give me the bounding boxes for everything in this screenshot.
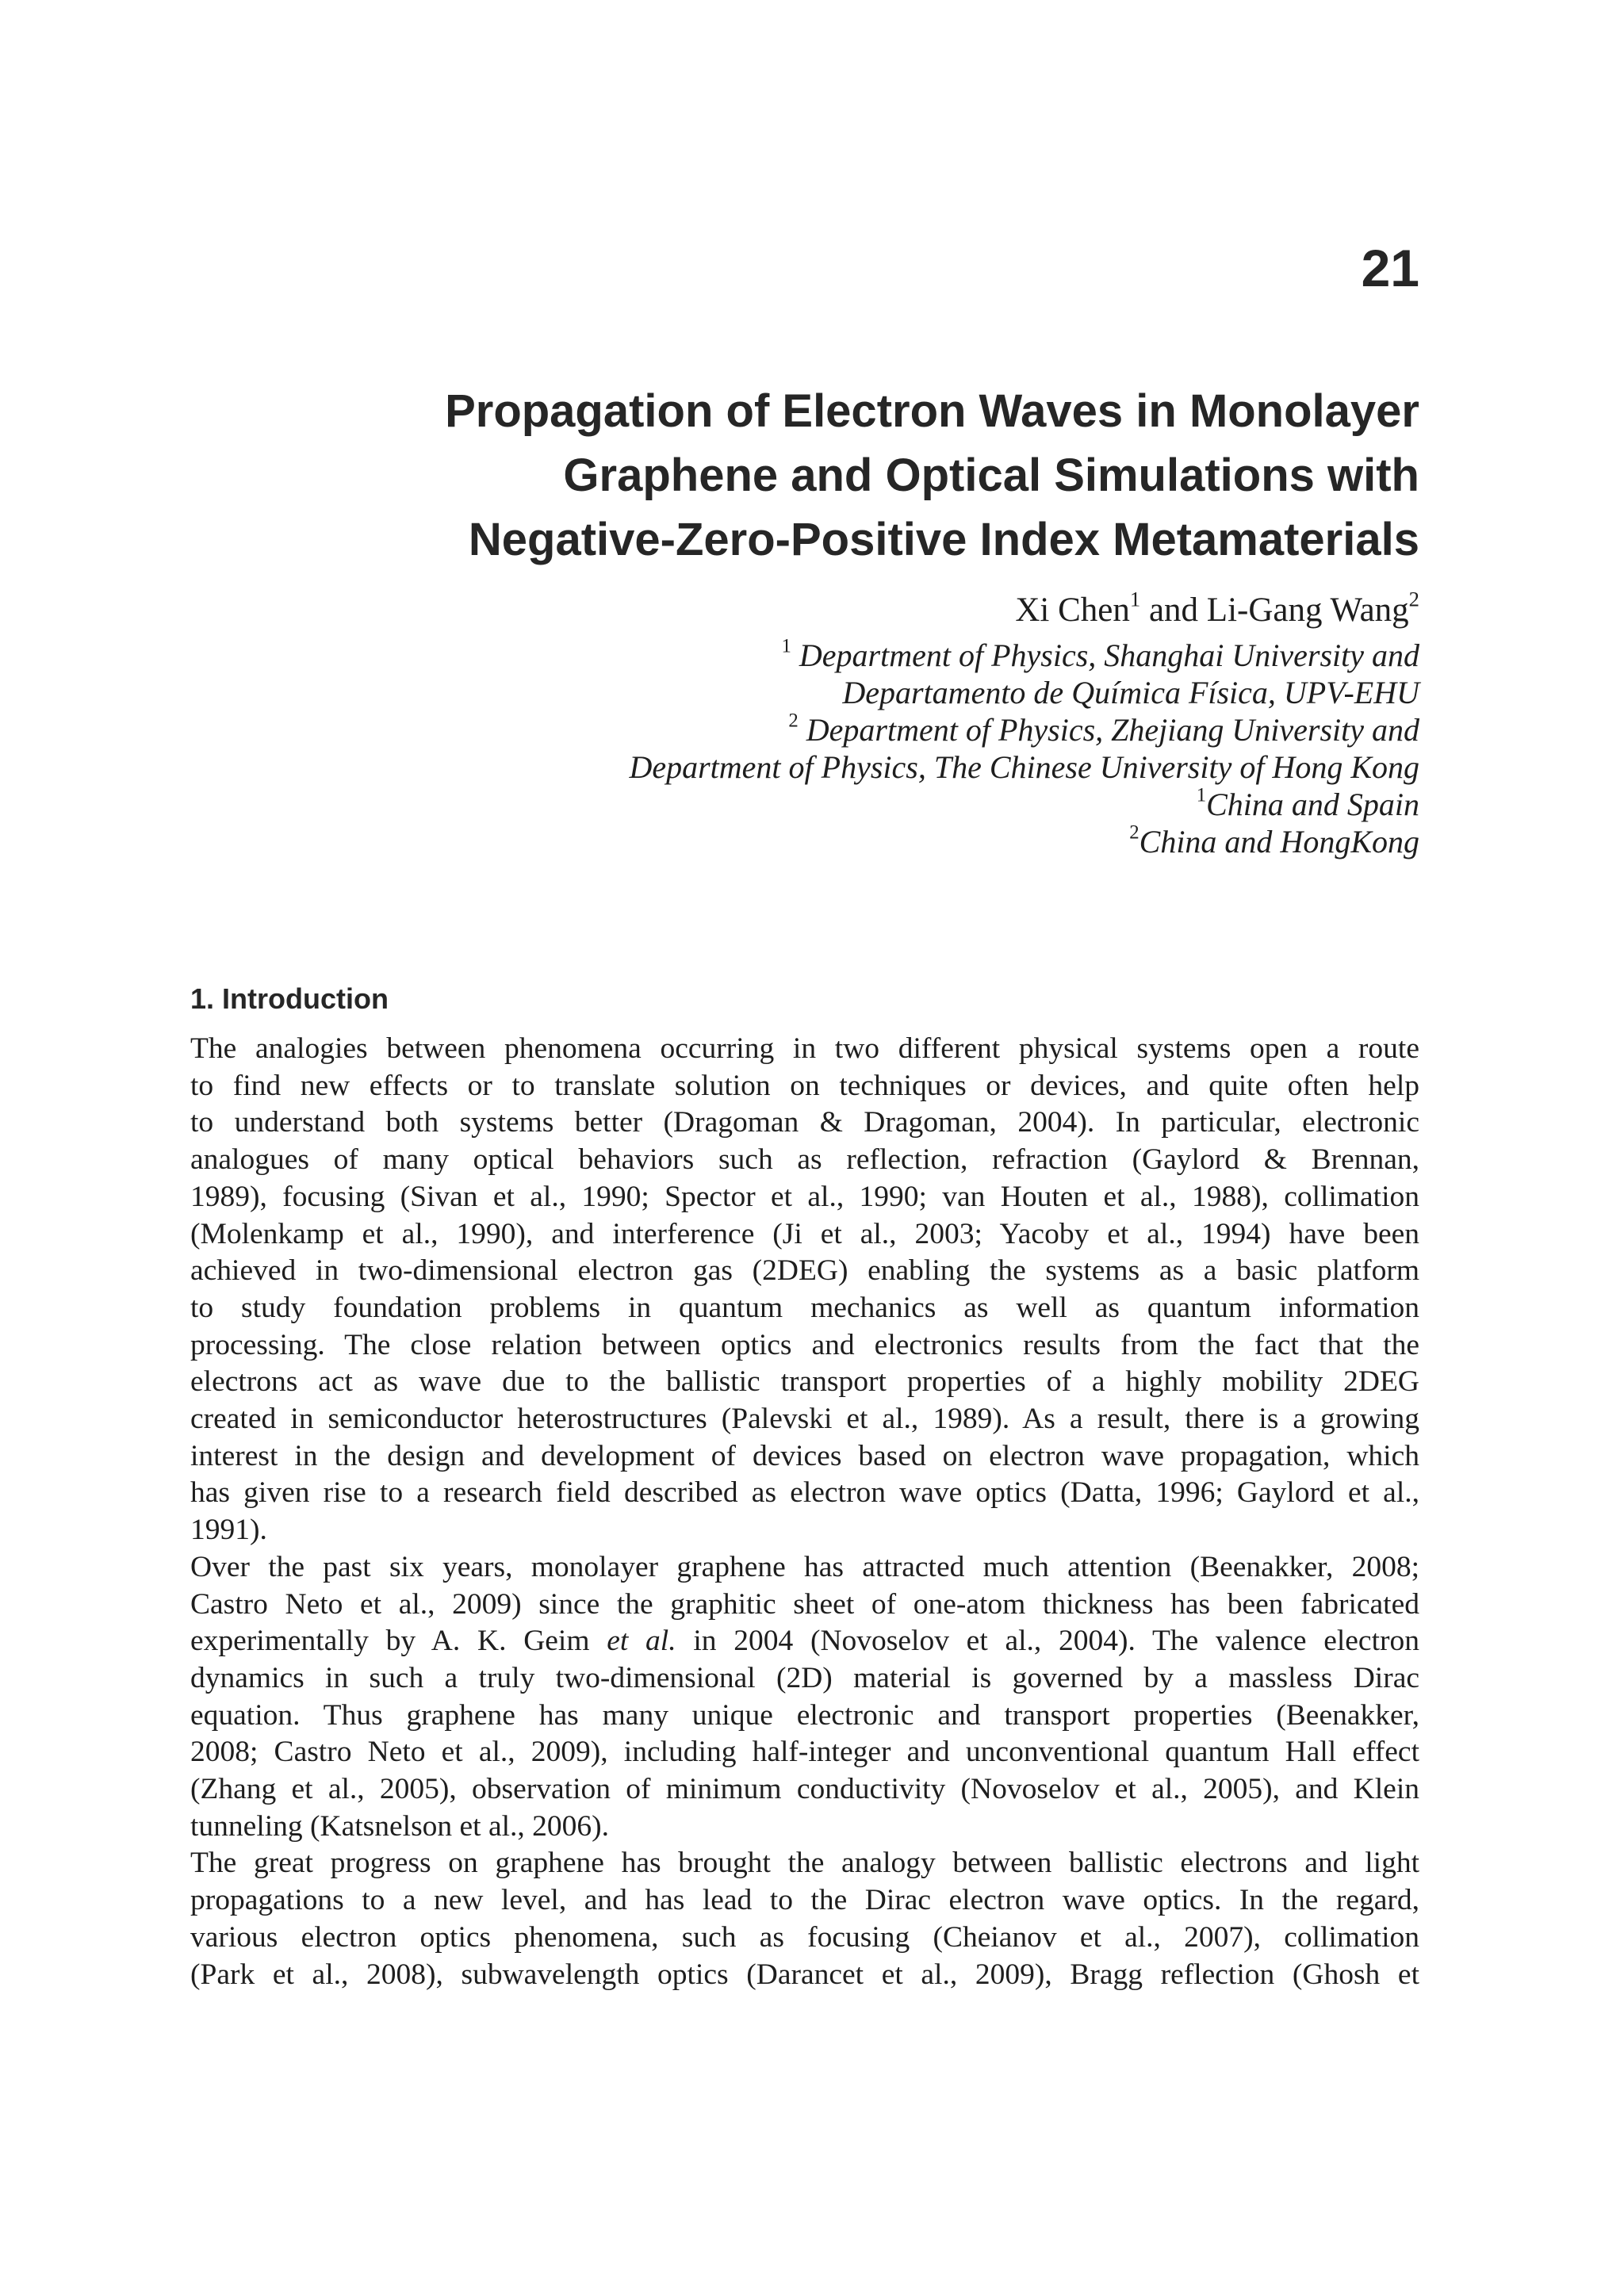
section-heading: 1. Introduction — [190, 982, 389, 1015]
body-line: achieved in two-dimensional electron gas (2DEG) enabling the systems as a basic platform — [190, 1254, 1419, 1288]
body-line: Over the past six years, monolayer graphene has attracted much attention (Beenakker, 2008; — [190, 1550, 1419, 1583]
body-line: (Molenkamp et al., 1990), and interference (Ji et al., 2003; Yacoby et al., 1994) have been — [190, 1217, 1419, 1250]
body-line: processing. The close relation between optics and electronics results from the fact that the — [190, 1328, 1419, 1361]
body-line: propagations to a new level, and has lead to the Dirac electron wave optics. In the regard, — [190, 1884, 1419, 1917]
body-line: 1991). — [190, 1514, 267, 1547]
body-line-emphasis: et al. — [607, 1625, 676, 1658]
body-line: to study foundation problems in quantum mechanics as well as quantum information — [190, 1291, 1419, 1324]
affiliation-text: Departamento de Química Física, UPV-EHU — [842, 675, 1419, 710]
body-line-segment: experimentally by A. K. Geim — [190, 1625, 607, 1658]
affiliation-line — [476, 711, 1419, 748]
body-line: created in semiconductor heterostructures (Palevski et al., 1989). As a result, there is a growing — [190, 1403, 1419, 1436]
author-conjunction: and — [1140, 591, 1207, 629]
body-line: has given rise to a research field described as electron wave optics (Datta, 1996; Gaylord et al., — [190, 1476, 1419, 1510]
author-line — [555, 587, 1419, 634]
author-affiliation-mark: 1 — [1129, 587, 1141, 611]
body-line: (Park et al., 2008), subwavelength optics (Darancet et al., 2009), Bragg reflection (Ghosh et — [190, 1958, 1419, 1991]
chapter-title-line: Negative-Zero-Positive Index Metamaterials — [468, 514, 1419, 565]
body-line: Castro Neto et al., 2009) since the graphitic sheet of one-atom thickness has been fabricated — [190, 1587, 1419, 1621]
affiliation-mark: 2 — [1129, 821, 1139, 844]
affiliation-line — [476, 748, 1419, 786]
affiliations — [476, 637, 1419, 860]
body-line: to understand both systems better (Dragoman & Dragoman, 2004). In particular, electronic — [190, 1106, 1419, 1139]
affiliation-mark: 1 — [1196, 784, 1207, 806]
chapter-number: 21 — [1361, 239, 1419, 297]
affiliation-line — [476, 637, 1419, 674]
body-line: to find new effects or to translate solution on techniques or devices, and quite often help — [190, 1069, 1419, 1102]
body-line: equation. Thus graphene has many unique electronic and transport properties (Beenakker, — [190, 1698, 1419, 1732]
chapter-title — [262, 379, 1419, 572]
author-name: Xi Chen — [1015, 591, 1130, 629]
affiliation-text: China and HongKong — [1139, 824, 1419, 859]
body-line: interest in the design and development of devices based on electron wave propagation, which — [190, 1439, 1419, 1472]
body-line: dynamics in such a truly two-dimensional (2D) material is governed by a massless Dirac — [190, 1661, 1419, 1694]
author-name: Li-Gang Wang — [1206, 591, 1409, 629]
body-line: (Zhang et al., 2005), observation of minimum conductivity (Novoselov et al., 2005), and Klein — [190, 1773, 1419, 1806]
affiliation-text: Department of Physics, Shanghai University and — [791, 637, 1419, 673]
affiliation-mark: 2 — [788, 710, 799, 732]
body-line-segment: in 2004 (Novoselov et al., 2004). The valence electron — [676, 1625, 1419, 1658]
chapter-title-line: Propagation of Electron Waves in Monolayer — [445, 385, 1419, 437]
affiliation-mark: 1 — [781, 635, 791, 657]
body-line: analogues of many optical behaviors such as reflection, refraction (Gaylord & Brennan, — [190, 1143, 1419, 1177]
body-line: 1989), focusing (Sivan et al., 1990; Spector et al., 1990; van Houten et al., 1988), collimation — [190, 1180, 1419, 1213]
body-line: 2008; Castro Neto et al., 2009), including half-integer and unconventional quantum Hall effect — [190, 1736, 1419, 1769]
affiliation-text: Department of Physics, The Chinese University of Hong Kong — [629, 749, 1419, 785]
body-line: The great progress on graphene has brought the analogy between ballistic electrons and light — [190, 1847, 1419, 1880]
body-line: tunneling (Katsnelson et al., 2006). — [190, 1809, 610, 1843]
body-text — [190, 1031, 1419, 1993]
body-line: various electron optics phenomena, such as focusing (Cheianov et al., 2007), collimation — [190, 1920, 1419, 1954]
affiliation-text: China and Spain — [1206, 787, 1419, 822]
affiliation-text: Department of Physics, Zhejiang University and — [798, 712, 1419, 748]
body-line: electrons act as wave due to the ballistic transport properties of a highly mobility 2DEG — [190, 1365, 1419, 1399]
affiliation-line — [476, 786, 1419, 823]
body-line — [190, 1623, 1419, 1660]
body-line: The analogies between phenomena occurring in two different physical systems open a route — [190, 1032, 1419, 1065]
author-affiliation-mark: 2 — [1408, 587, 1419, 611]
affiliation-line — [476, 674, 1419, 711]
affiliation-line — [476, 823, 1419, 860]
chapter-title-line: Graphene and Optical Simulations with — [563, 450, 1419, 501]
